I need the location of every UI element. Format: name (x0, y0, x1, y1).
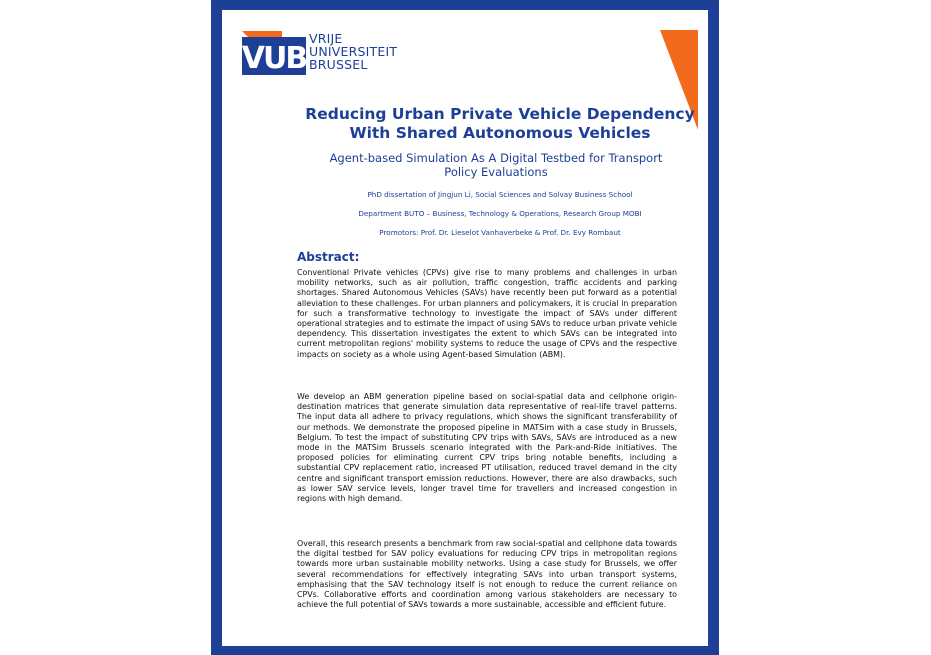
dissertation-subtitle (312, 151, 680, 179)
vub-logo-mark (242, 31, 306, 75)
abstract-paragraph: Overall, this research presents a benchmark from raw social-spatial and cellphone data towards the digital testbed for SAV policy evaluations for reducing CPV trips in metropolitan regions towards more urban sustainable mobility networks. Using a case study for Brussels, we offer several recommendations for effectively integrating SAVs into urban transport systems, emphasising that the SAV technology itself is not enough to reduce the current reliance on CPVs. Collaborative efforts and coordination among various stakeholders are necessary to achieve the full potential of SAVs towards a more sustainable, accessible and efficient future. (297, 539, 677, 610)
document-page (222, 10, 708, 646)
department-line: Department BUTO – Business, Technology & Operations, Research Group MOBI (358, 209, 642, 218)
abstract-paragraph: Conventional Private vehicles (CPVs) give rise to many problems and challenges in urban mobility networks, such as air pollution, traffic congestion, traffic accidents and parking shortages. Shared Autonomous Vehicles (SAVs) have recently been put forward as a potential alleviation to these challenges. For urban planners and policymakers, it is crucial in preparation for such a transformative technology to investigate the impact of SAVs under different operational strategies and to estimate the impact of using SAVs to reduce urban private vehicle dependency. This dissertation investigates the extent to which SAVs can be integrated into current metropolitan regions' mobility systems to reduce the usage of CPVs and the respective impacts on society as a whole using Agent-based Simulation (ABM). (297, 268, 677, 359)
logo-line: UNIVERSITEIT (309, 44, 398, 59)
logo-line: VRIJE (309, 31, 343, 46)
abstract-heading: Abstract: (297, 250, 360, 264)
logo-line: BRUSSEL (309, 57, 368, 72)
vub-logo (242, 31, 402, 77)
logo-mark-text: VUB (242, 41, 306, 75)
author-line: PhD dissertation of Jingjun Li, Social Sciences and Solvay Business School (367, 190, 633, 199)
title-line: With Shared Autonomous Vehicles (349, 124, 651, 142)
university-name (309, 32, 397, 71)
abstract-paragraph: We develop an ABM generation pipeline based on social-spatial data and cellphone origin-destination matrices that generate simulation data representative of real-life travel patterns. The input data all adhere to privacy regulations, which shows the significant transferability of our methods. We demonstrate the proposed pipeline in MATSim with a case study in Brussels, Belgium. To test the impact of substituting CPV trips with SAVs, SAVs are introduced as a new mode in the MATSim Brussels scenario integrated with the Park-and-Ride initiatives. The proposed policies for eliminating current CPV trips bring notable benefits, including a substantial CPV replacement ratio, increased PT utilisation, reduced travel demand in the city centre and significant transport emission reductions. However, there are also drawbacks, such as lower SAV service levels, longer travel time for travellers and increased congestion in regions with high demand. (297, 392, 677, 504)
subtitle-line: Policy Evaluations (444, 165, 548, 179)
dissertation-title (292, 105, 708, 143)
subtitle-line: Agent-based Simulation As A Digital Testbed for Transport (329, 151, 663, 165)
title-line: Reducing Urban Private Vehicle Dependency (305, 105, 695, 123)
promotors-line: Promotors: Prof. Dr. Lieselot Vanhaverbeke & Prof. Dr. Evy Rombaut (379, 228, 621, 237)
